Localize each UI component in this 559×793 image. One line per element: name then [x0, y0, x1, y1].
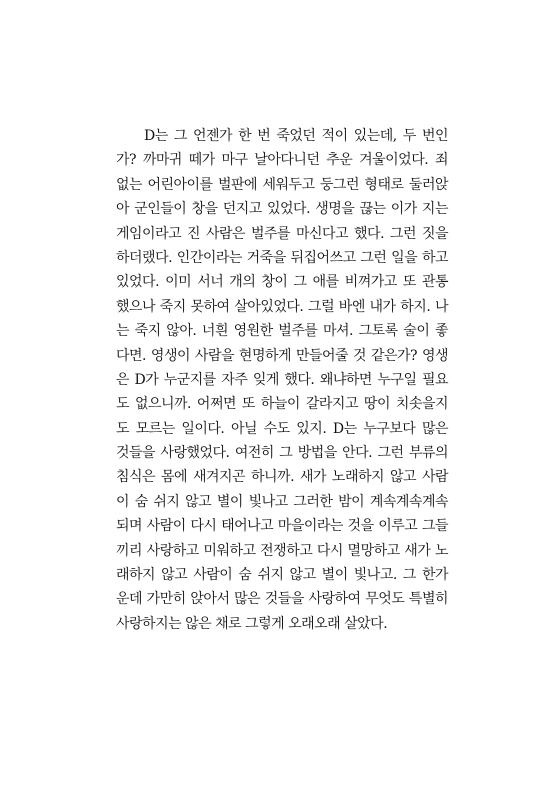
- paragraph-line-11: 은 D가 누군지를 자주 잊게 했다. 왜냐하면 누구일 필요: [116, 371, 448, 388]
- paragraph-line-6: 하더랬다. 인간이라는 거죽을 뒤집어쓰고 그런 일을 하고: [116, 249, 448, 266]
- paragraph-line-3: 없는 어린아이를 벌판에 세워두고 둥그런 형태로 둘러앉: [116, 176, 448, 193]
- paragraph-line-4: 아 군인들이 창을 던지고 있었다. 생명을 끊는 이가 지는: [116, 201, 448, 218]
- paragraph-line-9: 는 죽지 않아. 너흰 영원한 벌주를 마셔. 그토록 술이 좋: [116, 323, 448, 340]
- paragraph-line-7: 있었다. 이미 서너 개의 창이 그 애를 비껴가고 또 관통: [116, 274, 448, 291]
- paragraph-line-17: 되며 사람이 다시 태어나고 마을이라는 것을 이루고 그들: [116, 518, 448, 535]
- paragraph-line-13: 도 모르는 일이다. 아닐 수도 있지. D는 누구보다 많은: [116, 420, 448, 437]
- paragraph-line-5: 게임이라고 진 사람은 벌주를 마신다고 했다. 그런 짓을: [116, 225, 448, 242]
- paragraph-line-20: 운데 가만히 앉아서 많은 것들을 사랑하여 무엇도 특별히: [116, 591, 448, 608]
- paragraph-line-21: 사랑하지는 않은 채로 그렇게 오래오래 살았다.: [116, 615, 388, 632]
- paragraph-line-2: 가? 까마귀 떼가 마구 날아다니던 추운 겨울이었다. 죄: [116, 152, 448, 169]
- paragraph-line-18: 끼리 사랑하고 미워하고 전쟁하고 다시 멸망하고 새가 노: [116, 542, 448, 559]
- story-paragraph: [116, 124, 448, 636]
- paragraph-line-19: 래하지 않고 사람이 숨 쉬지 않고 별이 빛나고. 그 한가: [116, 567, 448, 584]
- paragraph-line-12: 도 없으니까. 어쩌면 또 하늘이 갈라지고 땅이 치솟을지: [116, 396, 448, 413]
- paragraph-line-16: 이 숨 쉬지 않고 별이 빛나고 그러한 밤이 계속계속계속: [116, 493, 448, 510]
- paragraph-line-8: 했으나 죽지 못하여 살아있었다. 그럴 바엔 내가 하지. 나: [116, 298, 448, 315]
- paragraph-line-14: 것들을 사랑했었다. 여전히 그 방법을 안다. 그런 부류의: [116, 445, 448, 462]
- paragraph-line-1: D는 그 언젠가 한 번 죽었던 적이 있는데, 두 번인: [144, 128, 448, 144]
- paragraph-line-10: 다면. 영생이 사람을 현명하게 만들어줄 것 같은가? 영생: [116, 347, 448, 364]
- paragraph-line-15: 침식은 몸에 새겨지곤 하니까. 새가 노래하지 않고 사람: [116, 469, 448, 486]
